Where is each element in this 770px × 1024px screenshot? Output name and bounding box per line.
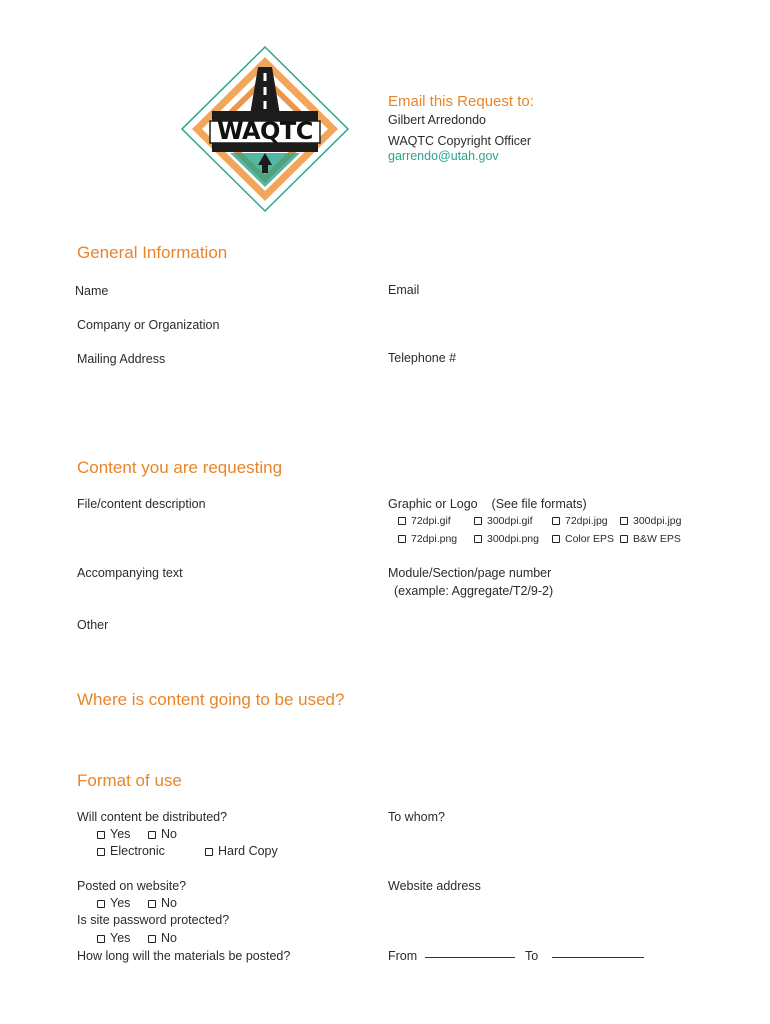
how-long-label: How long will the materials be posted? [77, 949, 291, 963]
from-label: From [388, 949, 418, 963]
posted-website-label: Posted on website? [77, 879, 187, 893]
where-heading: Where is content going to be used? [77, 690, 345, 709]
contact-name: Gilbert Arredondo [388, 113, 486, 127]
checkbox-icon [620, 535, 628, 543]
email-label: Email [388, 283, 420, 297]
checkbox-icon [148, 935, 156, 943]
accompanying-text-label: Accompanying text [77, 566, 183, 580]
email-request-heading: Email this Request to: [388, 93, 534, 110]
to-field[interactable] [525, 949, 644, 963]
checkbox-icon [148, 900, 156, 908]
format-color-eps[interactable]: Color EPS [552, 533, 614, 545]
phone-label: Telephone # [388, 351, 457, 365]
content-heading: Content you are requesting [77, 458, 283, 477]
posted-no-checkbox[interactable]: No [148, 896, 177, 910]
module-example: (example: Aggregate/T2/9-2) [394, 584, 554, 598]
checkbox-icon [552, 517, 560, 525]
distributed-label: Will content be distributed? [77, 810, 228, 824]
format-300dpi-gif[interactable]: 300dpi.gif [474, 515, 533, 527]
format-bw-eps[interactable]: B&W EPS [620, 533, 681, 545]
password-no-checkbox[interactable]: No [148, 931, 177, 945]
distributed-no-checkbox[interactable]: No [148, 827, 177, 841]
logo-text: WAQTC [217, 117, 313, 145]
checkbox-icon [148, 831, 156, 839]
posted-yes-checkbox[interactable]: Yes [97, 896, 130, 910]
checkbox-icon [552, 535, 560, 543]
checkbox-icon [205, 848, 213, 856]
checkbox-icon [97, 831, 105, 839]
format-heading: Format of use [77, 771, 182, 790]
checkbox-icon [620, 517, 628, 525]
company-label: Company or Organization [77, 318, 220, 332]
electronic-checkbox[interactable]: Electronic [97, 844, 165, 858]
graphic-logo-label: Graphic or Logo (See file formats) [388, 497, 587, 511]
password-protected-label: Is site password protected? [77, 913, 230, 927]
address-label: Mailing Address [77, 352, 166, 366]
checkbox-icon [97, 900, 105, 908]
format-72dpi-gif[interactable]: 72dpi.gif [398, 515, 451, 527]
other-label: Other [77, 618, 109, 632]
checkbox-icon [474, 517, 482, 525]
contact-title: WAQTC Copyright Officer [388, 134, 532, 148]
general-info-heading: General Information [77, 243, 228, 262]
from-blank[interactable] [425, 956, 515, 958]
checkbox-icon [97, 848, 105, 856]
module-label: Module/Section/page number [388, 566, 552, 580]
website-address-label: Website address [388, 879, 481, 893]
file-description-label: File/content description [77, 497, 206, 511]
hard-copy-checkbox[interactable]: Hard Copy [205, 844, 278, 858]
format-300dpi-png[interactable]: 300dpi.png [474, 533, 539, 545]
to-blank[interactable] [552, 956, 644, 958]
to-whom-label: To whom? [388, 810, 445, 824]
format-72dpi-png[interactable]: 72dpi.png [398, 533, 457, 545]
format-72dpi-jpg[interactable]: 72dpi.jpg [552, 515, 608, 527]
checkbox-icon [398, 517, 406, 525]
distributed-yes-checkbox[interactable]: Yes [97, 827, 130, 841]
contact-email-link[interactable]: garrendo@utah.gov [388, 149, 499, 163]
checkbox-icon [474, 535, 482, 543]
name-label: Name [75, 284, 109, 298]
password-yes-checkbox[interactable]: Yes [97, 931, 130, 945]
checkbox-icon [398, 535, 406, 543]
checkbox-icon [97, 935, 105, 943]
waqtc-logo [180, 45, 350, 213]
from-field[interactable] [388, 949, 515, 963]
format-300dpi-jpg[interactable]: 300dpi.jpg [620, 515, 681, 527]
to-label: To [525, 949, 539, 963]
